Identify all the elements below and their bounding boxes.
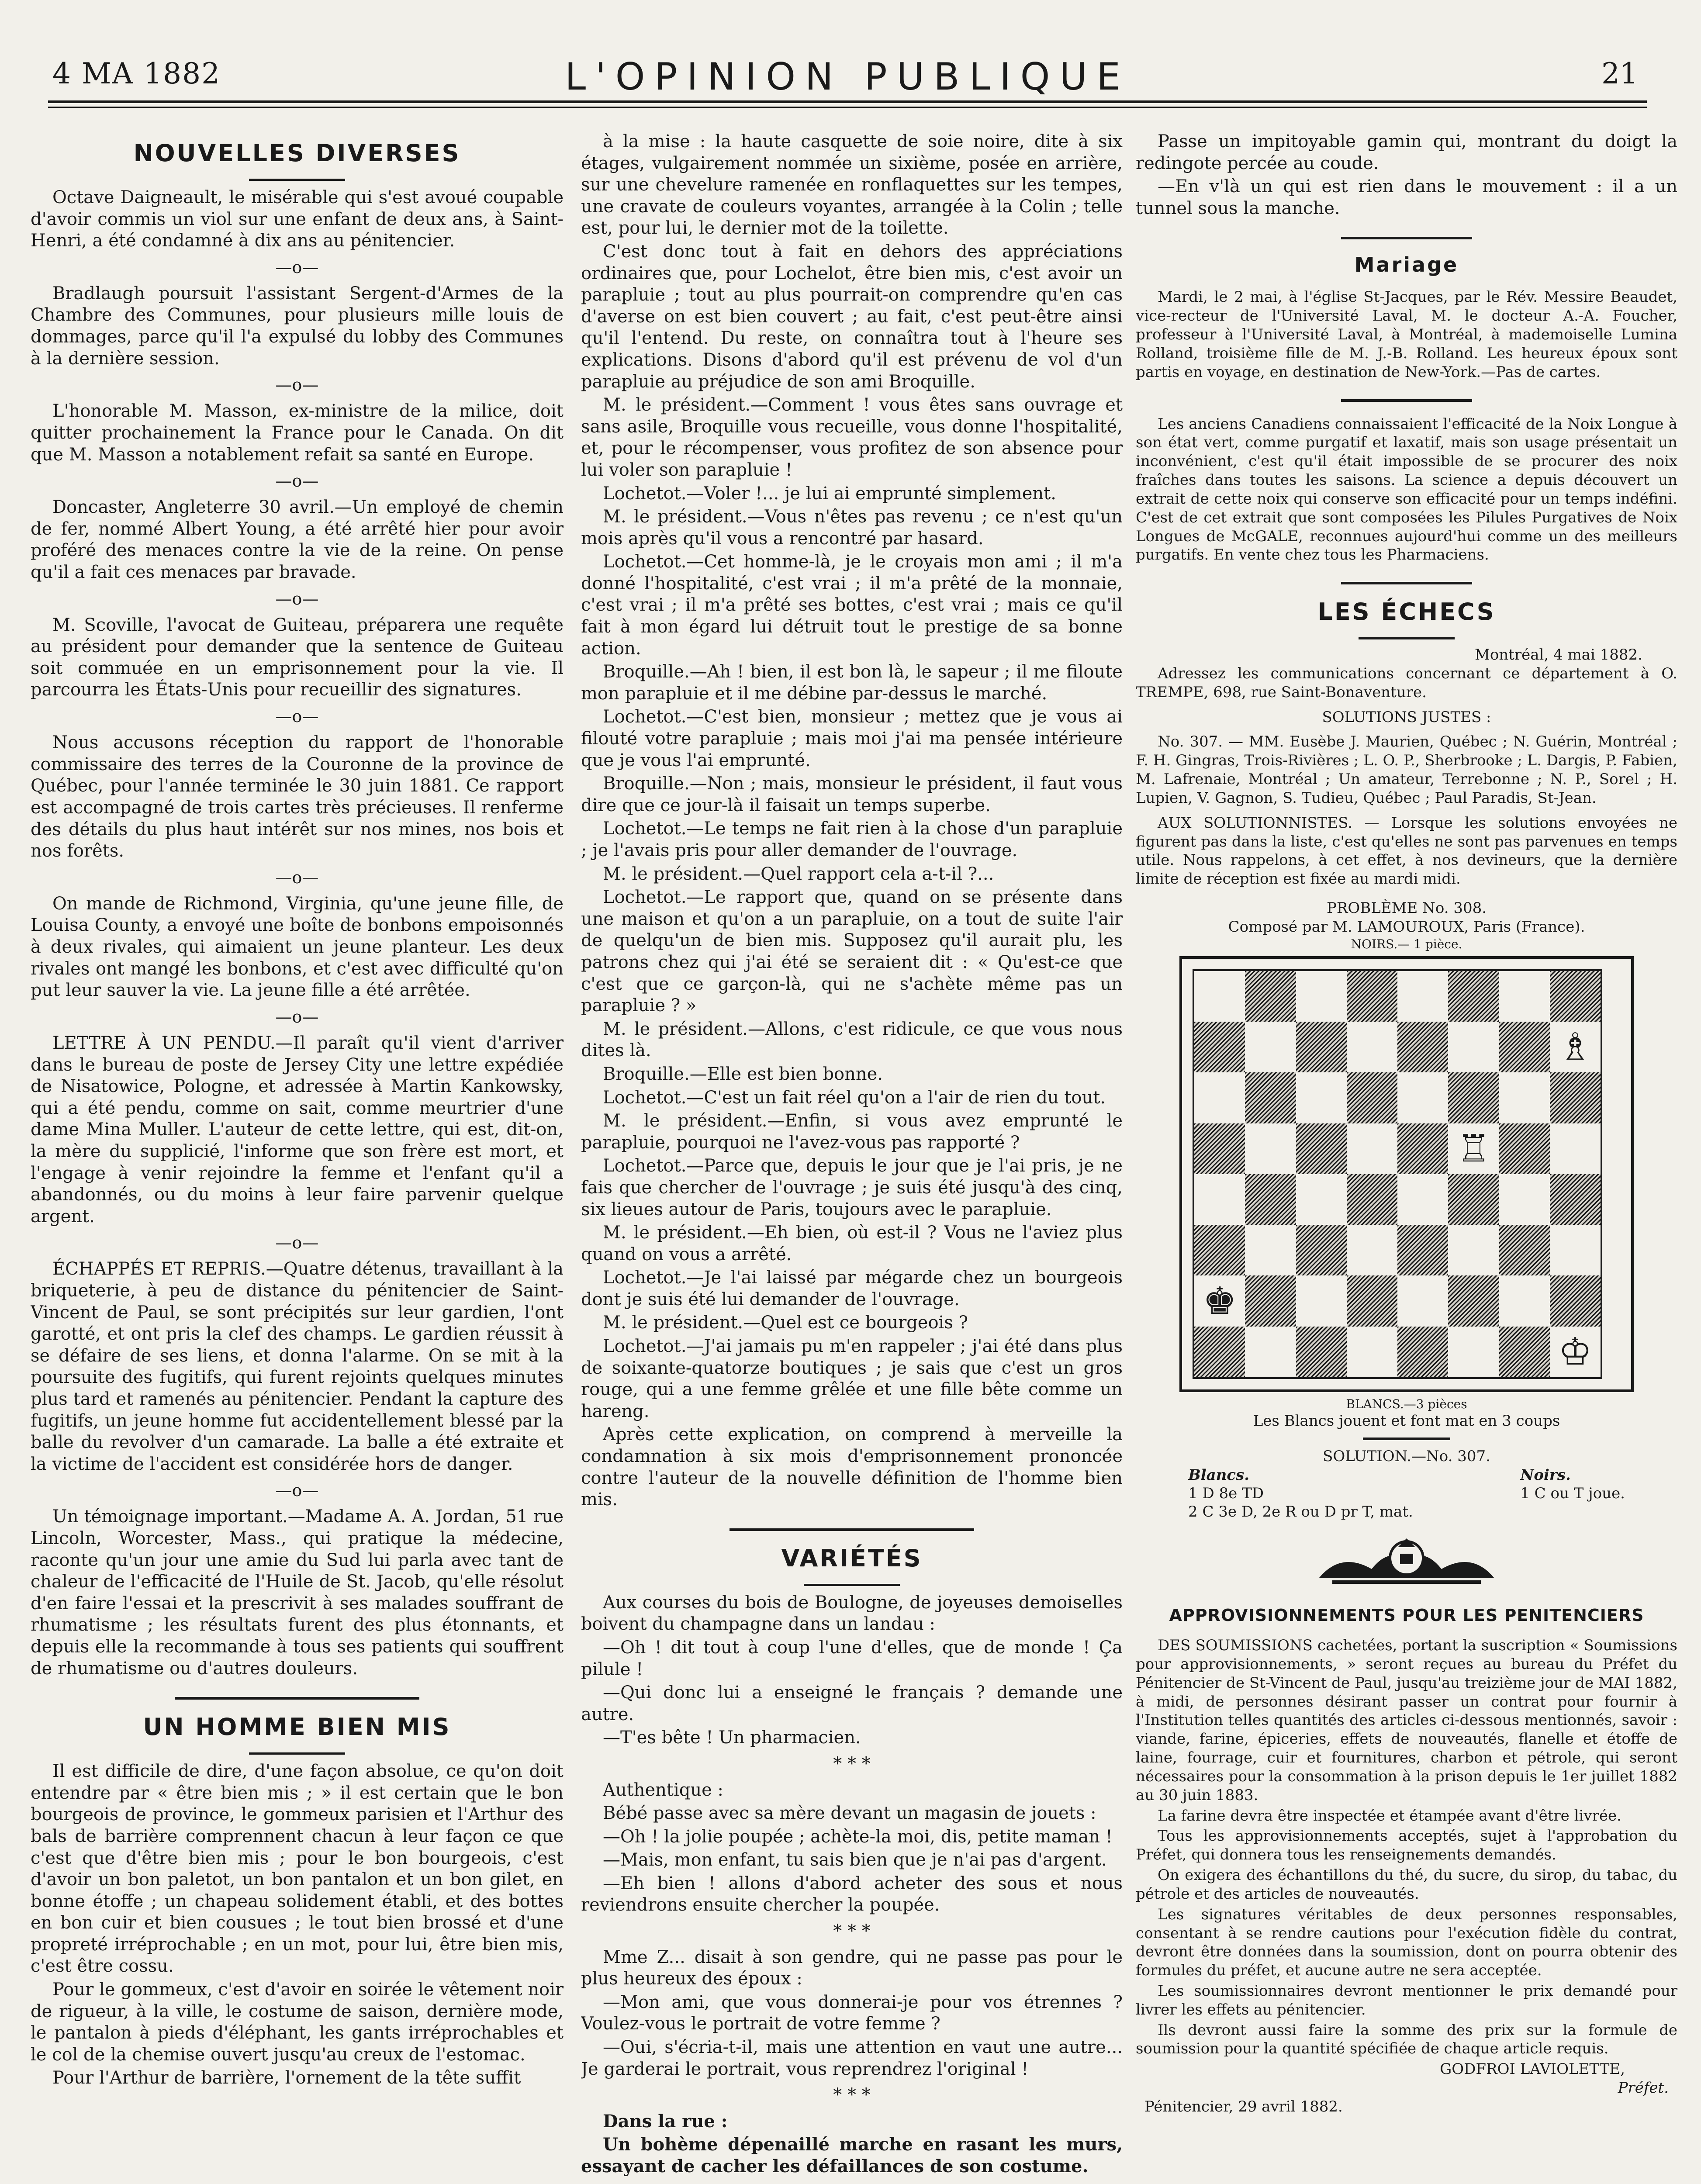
probleme-author: Composé par M. LAMOUROUX, Paris (France). — [1228, 918, 1585, 936]
separator-stars: * * * — [833, 1753, 871, 1774]
chess-square — [1550, 1275, 1601, 1326]
article-paragraph: Il est difficile de dire, d'une façon absolue, ce qu'on doit entendre par « être bien mis ; » il est certain que le bon bourgeois de province, le gommeux parisien et l'Arthur des bals de barrière comprennent chacun à leur façon ce que c'est que d'être bien mis ; pour le bon bourgeois, c'est d'avoir un bon paletot, un bon pantalon et un bon gilet, en bonne étoffe ; un chapeau solidement établi, et des bottes en bon cuir et bien cousues ; le tout bien brossé et d'une propreté irréprochable ; en un mot, pour lui, être bien mis, c'est être cossu. — [31, 1761, 564, 1977]
chess-square — [1245, 1022, 1296, 1072]
chess-square — [1194, 1225, 1245, 1275]
chess-square — [1245, 1275, 1296, 1326]
article-paragraph: M. le président.—Vous n'êtes pas revenu ; ce n'est qu'un mois après qu'il vous a rencontré par hasard. — [581, 507, 1123, 549]
article-paragraph: Lochetot.—Le rapport que, quand on se présente dans une maison et qu'on a un parapluie, on a tout de suite l'air de quelqu'un de bien mis. Supposez qu'il aurait plu, les patrons chez qui j'ai été se seraient dit : « Qu'est-ce que c'est que ce garçon-là, qui ne s'achète même pas un parapluie ? » — [581, 887, 1123, 1016]
chess-square — [1397, 1072, 1448, 1123]
header-rule-thin — [48, 107, 1647, 108]
article-paragraph: M. le président.—Enfin, si vous avez emprunté le parapluie, pourquoi ne l'avez-vous pas rapporté ? — [581, 1111, 1123, 1153]
chess-square — [1347, 1174, 1397, 1225]
varietes-line: Mme Z... disait à son gendre, qui ne passe pas pour le plus heureux des époux : — [581, 1947, 1123, 1989]
chess-square — [1448, 1072, 1499, 1123]
chess-square — [1347, 1275, 1397, 1326]
chess-square — [1397, 1225, 1448, 1275]
chess-square — [1245, 1123, 1296, 1174]
article-paragraph: C'est donc tout à fait en dehors des appréciations ordinaires que, pour Lochelot, être bien mis, c'est avoir un parapluie ; tout au plus pourrait-on comprendre qu'en cas d'averse on est bien couvert ; au fait, c'est peut-être ainsi qu'il l'entend. Du reste, on connaîtra tout à l'heure ses explications. Disons d'abord qu'il est prévenu de vol d'un parapluie au préjudice de son ami Broquille. — [581, 241, 1123, 392]
solution-blancs-header: Blancs. — [1188, 1466, 1250, 1484]
column-right — [1136, 131, 1677, 2184]
separator-stars: * * * — [833, 2085, 871, 2105]
chess-square — [1448, 1327, 1499, 1377]
chess-square — [1194, 1275, 1245, 1326]
chess-square — [1499, 1225, 1550, 1275]
notice-paragraph: Tous les approvisionnements acceptés, sujet à l'approbation du Préfet, qui donnera tous les renseignements demandés. — [1136, 1827, 1677, 1864]
chess-square — [1550, 1327, 1601, 1377]
varietes-line: Authentique : — [603, 1780, 724, 1800]
chess-square — [1296, 1275, 1347, 1326]
news-separator: —o— — [275, 1007, 319, 1026]
notice-paragraph: DES SOUMISSIONS cachetées, portant la suscription « Soumissions pour approvisionnements, » seront reçues au bureau du Préfet du Pénitencier de St-Vincent de Paul, jusqu'au treizième jour de MAI 1882, à midi, de personnes désirant passer un contrat pour fournir à l'Institution telles quantités des articles ci-dessous mentionnés, savoir : viande, farine, épiceries, effets de nouveautés, flanelle et étoffe de laine, fourrage, cuir et fournitures, charbon et pétrole, qui seront nécessaires pour la consommation à la prison depuis le 1er juillet 1882 au 30 juin 1883. — [1136, 1637, 1677, 1804]
chess-square — [1194, 1123, 1245, 1174]
article-paragraph: Après cette explication, on comprend à merveille la condamnation à six mois d'emprisonnement prononcée contre l'auteur de la nouvelle définition de l'homme bien mis. — [581, 1424, 1123, 1510]
chess-square — [1448, 1123, 1499, 1174]
approvisionnements-notice — [1136, 1636, 1677, 2058]
section-divider — [1363, 1438, 1450, 1440]
issue-date: 4 MA 1882 — [52, 57, 221, 90]
article-paragraph: Lochetot.—Parce que, depuis le jour que je l'ai pris, je ne fais que chercher de l'ouvrage ; je suis été jusqu'à des cinq, six lieues autour de Paris, toujours avec le parapluie. — [581, 1156, 1123, 1220]
chess-square — [1448, 1225, 1499, 1275]
page-header — [48, 52, 1647, 109]
chess-square — [1397, 1327, 1448, 1377]
chess-square — [1347, 971, 1397, 1022]
varietes-joke-4-continued — [1136, 131, 1677, 219]
white-rook-icon: ♖ — [1454, 1130, 1493, 1168]
article-paragraph: Pour le gommeux, c'est d'avoir en soirée le vêtement noir de rigueur, à la ville, le costume de saison, dernière mode, le pantalon à pieds d'éléphant, les gants irréprochables et le col de la chemise ouvert jusqu'au creux de l'estomac. — [31, 1980, 564, 2065]
news-item: Nous accusons réception du rapport de l'honorable commissaire des terres de la Couronne de la province de Québec, pour l'année terminée le 30 juin 1881. Ce rapport est accompagné de trois cartes très précieuses. Il renferme des détails du plus haut intérêt sur nos mines, nos bois et nos forêts. — [31, 733, 564, 861]
solution-noirs-move-1: 1 C ou T joue. — [1520, 1485, 1625, 1503]
solution-noirs-column — [1520, 1466, 1625, 1521]
article-homme-bien-mis-continued — [581, 131, 1123, 1511]
signature-title: Préfet. — [1618, 2079, 1669, 2097]
chess-square — [1245, 1072, 1296, 1123]
section-title-echecs: LES ÉCHECS — [1317, 598, 1496, 626]
coat-of-arms-icon — [1315, 1534, 1498, 1591]
varietes-line: —Oh ! la jolie poupée ; achète-la moi, dis, petite maman ! — [603, 1826, 1113, 1847]
varietes-line: —Eh bien ! allons d'abord acheter des sous et nous reviendrons ensuite chercher la poupée. — [581, 1873, 1123, 1915]
section-title-nouvelles: NOUVELLES DIVERSES — [133, 139, 461, 167]
section-title-mariage: Mariage — [1354, 253, 1459, 277]
article-paragraph: Lochetot.—Le temps ne fait rien à la chose d'un parapluie ; je l'avais pris pour aller demander de l'ouvrage. — [581, 819, 1123, 860]
chess-square — [1397, 1123, 1448, 1174]
news-separator: —o— — [275, 867, 319, 887]
varietes-joke-3 — [581, 1947, 1123, 2080]
chess-board — [1179, 956, 1634, 1392]
echecs-address: Adressez les communications concernant ce département à O. TREMPE, 698, rue Saint-Bonaventure. — [1136, 664, 1677, 701]
section-title-homme-bien-mis: UN HOMME BIEN MIS — [143, 1713, 451, 1741]
title-rule — [804, 1584, 900, 1586]
news-list — [31, 187, 564, 1679]
news-separator: —o— — [275, 1233, 319, 1253]
chess-square — [1347, 1225, 1397, 1275]
section-divider — [175, 1697, 419, 1700]
header-rule — [48, 100, 1647, 103]
solution-blancs-column — [1188, 1466, 1413, 1521]
chess-square — [1194, 1072, 1245, 1123]
news-item: LETTRE À UN PENDU.—Il paraît qu'il vient d'arriver dans le bureau de poste de Jersey City une lettre expédiée de Nisatowice, Pologne, et adressée à Martin Kankowsky, qui a été pendu, comme on sait, comme meurtrier d'une dame Mina Muller. L'auteur de cette lettre, qui est, dit-on, la mère du supplicié, l'informe que son frère est mort, et l'engage à venir rejoindre la femme et l'enfant qu'il a abandonnés, ou du moins à leur faire parvenir quelque argent. — [31, 1033, 564, 1227]
section-title-approvisionnements: APPROVISIONNEMENTS POUR LES PENITENCIERS — [1169, 1605, 1644, 1625]
separator-stars: * * * — [833, 1921, 871, 1942]
title-rule — [1359, 637, 1455, 639]
chess-square — [1550, 1174, 1601, 1225]
chess-square — [1296, 1327, 1347, 1377]
chess-square — [1448, 1174, 1499, 1225]
aux-solutionnistes: AUX SOLUTIONNISTES. — Lorsque les solutions envoyées ne figurent pas dans la liste, c'est qu'elles ne sont pas parvenues en temps utile. Nous rappelons, à cet effet, à nos devineurs, que la dernière limite de réception est fixée au mardi midi. — [1136, 814, 1677, 888]
chess-square — [1245, 1327, 1296, 1377]
chess-square — [1499, 1174, 1550, 1225]
signature-name: GODFROI LAVIOLETTE, — [1440, 2060, 1625, 2078]
white-bishop-icon: ♗ — [1556, 1028, 1594, 1066]
news-separator: —o— — [275, 375, 319, 395]
article-paragraph: Lochetot.—Voler !... je lui ai emprunté simplement. — [603, 483, 1056, 504]
chess-square — [1296, 1072, 1347, 1123]
page-number: 21 — [1601, 57, 1638, 90]
varietes-line: Un bohème dépenaillé marche en rasant les murs, essayant de cacher les défaillances de son costume. — [581, 2134, 1123, 2177]
chess-square — [1245, 1225, 1296, 1275]
notice-paragraph: La farine devra être inspectée et étampée avant d'être livrée. — [1158, 1807, 1621, 1825]
notice-paragraph: Les signatures véritables de deux personnes responsables, consentant à se rendre cautions pour l'exécution fidèle du contrat, devront être données dans la soumission, dont on pourra obtenir des formules du préfet, et aucune autre ne sera acceptée. — [1136, 1905, 1677, 1980]
chess-square — [1347, 1123, 1397, 1174]
chess-square — [1499, 971, 1550, 1022]
chess-square — [1347, 1022, 1397, 1072]
varietes-joke-2 — [581, 1780, 1123, 1917]
chess-square — [1448, 971, 1499, 1022]
varietes-line: —Mais, mon enfant, tu sais bien que je n'ai pas d'argent. — [603, 1850, 1107, 1870]
noix-advertisement: Les anciens Canadiens connaissaient l'efficacité de la Noix Longue à son état vert, comme purgatif et laxatif, mais son usage présentait un inconvénient, c'est qu'il était impossible de se procurer des noix fraîches dans toutes les saisons. La science a depuis découvert un extrait de cette noix qui conserve son efficacité pour un temps indéfini. C'est de cet extrait que sont composées les Pilules Purgatives de Noix Longues de McGALE, reconnues aujourd'hui comme un des meilleurs purgatifs. En vente chez tous les Pharmaciens. — [1136, 415, 1677, 564]
section-title-varietes: VARIÉTÉS — [781, 1544, 923, 1572]
mariage-notice: Mardi, le 2 mai, à l'église St-Jacques, par le Rév. Messire Beaudet, vice-recteur de l'Université Laval, M. le docteur A.-A. Foucher, professeur à l'Université Laval, à Montréal, à mademoiselle Lumina Rolland, troisième fille de M. J.-B. Rolland. Les heureux époux sont partis en voyage, en destination de New-York.—Pas de cartes. — [1136, 288, 1677, 381]
chess-square — [1550, 1123, 1601, 1174]
section-divider — [729, 1528, 974, 1531]
news-separator: —o— — [275, 471, 319, 491]
chess-square — [1194, 1174, 1245, 1225]
chess-square — [1499, 1022, 1550, 1072]
royal-arms-ornament — [1136, 1534, 1677, 1597]
chess-square — [1194, 971, 1245, 1022]
chess-square — [1550, 1072, 1601, 1123]
article-paragraph: à la mise : la haute casquette de soie noire, dite à six étages, vulgairement nommée un sixième, posée en arrière, sur une chevelure ramenée en ronflaquettes sur les tempes, une cravate de couleurs voyantes, arrangée à la Colin ; telle est, pour lui, le dernier mot de la toilette. — [581, 131, 1123, 238]
solution-title: SOLUTION.—No. 307. — [1323, 1448, 1490, 1465]
article-paragraph: Lochetot.—J'ai jamais pu m'en rappeler ; j'ai été dans plus de soixante-quatorze boutiques ; je sais que c'est un gros rouge, qui a une femme grêlée et une fille bête comme un hareng. — [581, 1336, 1123, 1421]
column-left — [31, 131, 564, 2184]
notice-place-date: Pénitencier, 29 avril 1882. — [1144, 2098, 1343, 2115]
blancs-label: BLANCS.—3 pièces — [1346, 1396, 1467, 1411]
noirs-label: NOIRS.— 1 pièce. — [1351, 936, 1462, 951]
chess-square — [1194, 1022, 1245, 1072]
chess-square — [1296, 971, 1347, 1022]
article-paragraph: M. le président.—Eh bien, où est-il ? Vous ne l'aviez plus quand on vous a arrêté. — [581, 1223, 1123, 1265]
article-paragraph: M. le président.—Comment ! vous êtes sans ouvrage et sans asile, Broquille vous recueille, vous donne l'hospitalité, et, pour le récompenser, vous profitez de son absence pour lui voler son parapluie ! — [581, 395, 1123, 480]
varietes-line: —En v'là un qui est rien dans le mouvement : il a un tunnel sous la manche. — [1136, 176, 1677, 218]
chess-square — [1296, 1022, 1347, 1072]
chess-square — [1296, 1123, 1347, 1174]
title-rule — [249, 179, 345, 181]
solution-table — [1188, 1466, 1625, 1521]
chess-square — [1397, 1275, 1448, 1326]
varietes-line: Dans la rue : — [603, 2111, 728, 2132]
article-paragraph: Lochetot.—Je l'ai laissé par mégarde chez un bourgeois dont je suis été lui demander de l'ouvrage. — [581, 1268, 1123, 1310]
article-paragraph: Pour l'Arthur de barrière, l'ornement de la tête suffit — [52, 2068, 521, 2088]
column-middle — [581, 131, 1123, 2184]
news-separator: —o— — [275, 257, 319, 277]
news-item: M. Scoville, l'avocat de Guiteau, préparera une requête au président pour demander que la sentence de Guiteau soit commuée en un emprisonnement pour la vie. Il parcourra les États-Unis pour recueillir des signatures. — [31, 615, 564, 700]
varietes-line: Bébé passe avec sa mère devant un magasin de jouets : — [603, 1803, 1096, 1824]
chess-square — [1296, 1174, 1347, 1225]
solutions-list: No. 307. — MM. Eusèbe J. Maurien, Québec ; N. Guérin, Montréal ; F. H. Gingras, Trois-Rivières ; L. O. P., Sherbrooke ; L. Dargis, P. Fabien, M. Lafrenaie, Montréal ; Un amateur, Terrebonne ; N. P., Sorel ; H. Lupien, V. Gagnon, S. Tudieu, Québec ; Paul Paradis, St-Jean. — [1136, 733, 1677, 807]
article-paragraph: M. le président.—Allons, c'est ridicule, ce que vous nous dites là. — [581, 1019, 1123, 1061]
newspaper-title: L'OPINION PUBLIQUE — [565, 55, 1130, 99]
black-king-icon: ♚ — [1200, 1282, 1239, 1320]
chess-square — [1245, 1174, 1296, 1225]
notice-paragraph: Les soumissionnaires devront mentionner le prix demandé pour livrer les effets au pénitencier. — [1136, 1982, 1677, 2018]
varietes-joke-4 — [581, 2111, 1123, 2177]
varietes-line: Passe un impitoyable gamin qui, montrant du doigt la redingote percée au coude. — [1136, 131, 1677, 173]
chess-square — [1347, 1327, 1397, 1377]
notice-paragraph: Ils devront aussi faire la somme des prix sur la formule de soumission pour la quantité spécifiée de chaque article requis. — [1136, 2021, 1677, 2058]
chess-square — [1448, 1275, 1499, 1326]
solution-noirs-header: Noirs. — [1520, 1466, 1571, 1484]
varietes-line: —Qui donc lui a enseigné le français ? demande une autre. — [581, 1683, 1123, 1724]
section-divider — [1341, 582, 1472, 584]
article-paragraph: Broquille.—Elle est bien bonne. — [603, 1064, 883, 1084]
chess-square — [1550, 1022, 1601, 1072]
section-divider — [1341, 237, 1472, 239]
chess-board-grid — [1193, 969, 1602, 1379]
chess-square — [1245, 971, 1296, 1022]
chess-square — [1397, 971, 1448, 1022]
section-divider — [1341, 399, 1472, 402]
chess-square — [1499, 1072, 1550, 1123]
notice-paragraph: On exigera des échantillons du thé, du sucre, du sirop, du tabac, du pétrole et des articles de nouveautés. — [1136, 1866, 1677, 1903]
chess-square — [1296, 1225, 1347, 1275]
echecs-date: Montréal, 4 mai 1882. — [1475, 646, 1642, 664]
article-homme-bien-mis — [31, 1761, 564, 2089]
article-paragraph: Lochetot.—C'est bien, monsieur ; mettez que je vous ai filouté votre parapluie ; mais moi j'ai ma pensée intérieure que je vous l'ai emprunté. — [581, 707, 1123, 771]
white-king-icon: ♔ — [1556, 1333, 1594, 1371]
chess-square — [1448, 1022, 1499, 1072]
varietes-line: —T'es bête ! Un pharmacien. — [603, 1728, 861, 1748]
varietes-line: —Oui, s'écria-t-il, mais une attention en vaut une autre... Je garderai le portrait, vous reprendrez l'original ! — [581, 2037, 1123, 2079]
news-separator: —o— — [275, 707, 319, 726]
chess-square — [1194, 1327, 1245, 1377]
news-item: On mande de Richmond, Virginia, qu'une jeune fille, de Louisa County, a envoyé une boîte de bonbons empoisonnés à deux rivales, qui aimaient un jeune planteur. Les deux rivales ont mangé les bonbons, et c'est avec difficulté qu'on put leur sauver la vie. La jeune fille a été arrêtée. — [31, 893, 564, 1001]
varietes-line: —Mon ami, que vous donnerai-je pour vos étrennes ? Voulez-vous le portrait de votre femme ? — [581, 1992, 1123, 2034]
news-item: Octave Daigneault, le misérable qui s'est avoué coupable d'avoir commis un viol sur une enfant de deux ans, à Saint-Henri, a été condamné à dix ans au pénitencier. — [31, 187, 564, 251]
article-paragraph: Lochetot.—Cet homme-là, je le croyais mon ami ; il m'a donné l'hospitalité, c'est vrai ; il m'a prêté de la monnaie, c'est vrai ; il m'a prêté ses bottes, c'est vrai ; mais ce qu'il fait à mon égard lui détruit tout le prestige de sa bonne action. — [581, 552, 1123, 659]
title-rule — [249, 1752, 345, 1755]
chess-square — [1347, 1072, 1397, 1123]
news-item: ÉCHAPPÉS ET REPRIS.—Quatre détenus, travaillant à la briqueterie, à peu de distance du pénitencier de Saint-Vincent de Paul, se sont précipités sur leur gardien, l'ont garotté, et ont pris la clef des champs. Le gardien réussit à se défaire de ses liens, et donna l'alarme. On se mit à la poursuite des fugitifs, qui furent rejoints quelques minutes plus tard et ramenés au pénitencier. Pendant la capture des fugitifs, un jeune homme fut accidentellement blessé par la balle du revolver d'un camarade. La balle a été extraite et la victime de l'accident est considérée hors de danger. — [31, 1259, 564, 1474]
article-paragraph: M. le président.—Quel est ce bourgeois ? — [603, 1313, 968, 1333]
article-paragraph: Broquille.—Ah ! bien, il est bon là, le sapeur ; il me filoute mon parapluie et il me débine par-dessus le marché. — [581, 662, 1123, 704]
news-separator: —o— — [275, 1481, 319, 1500]
solutions-title: SOLUTIONS JUSTES : — [1322, 708, 1491, 726]
news-separator: —o— — [275, 589, 319, 608]
news-item: Un témoignage important.—Madame A. A. Jordan, 51 rue Lincoln, Worcester, Mass., qui pratique la médecine, raconte qu'un jour une amie du Sud lui parla avec tant de chaleur de l'efficacité de l'Huile de St. Jacob, qu'elle résolut d'en faire l'essai et la prescrivit à ses malades souffrant de rhumatisme ; les résultats furent des plus étonnants, et depuis elle la recommande à tous ses patients qui souffrent de rhumatisme ou d'autres douleurs. — [31, 1507, 564, 1679]
chess-square — [1499, 1123, 1550, 1174]
varietes-line: —Oh ! dit tout à coup l'une d'elles, que de monde ! Ça pilule ! — [581, 1637, 1123, 1679]
news-item: Doncaster, Angleterre 30 avril.—Un employé de chemin de fer, nommé Albert Young, a été arrêté hier pour avoir proféré des menaces contre la vie de la reine. On pense qu'il a fait ces menaces par bravade. — [31, 497, 564, 582]
varietes-joke-1 — [581, 1592, 1123, 1749]
article-paragraph: Lochetot.—C'est un fait réel qu'on a l'air de rien du tout. — [603, 1087, 1106, 1108]
news-item: L'honorable M. Masson, ex-ministre de la milice, doit quitter prochainement la France pour le Canada. On dit que M. Masson a notablement refait sa santé en Europe. — [31, 401, 564, 465]
solution-blancs-move-2: 2 C 3e D, 2e R ou D pr T, mat. — [1188, 1503, 1413, 1521]
article-paragraph: M. le président.—Quel rapport cela a-t-il ?... — [603, 864, 994, 884]
chess-square — [1499, 1327, 1550, 1377]
news-item: Bradlaugh poursuit l'assistant Sergent-d'Armes de la Chambre des Communes, pour plusieurs mille louis de dommages, parce qu'il l'a expulsé du lobby des Communes à la dernière session. — [31, 283, 564, 369]
chess-square — [1397, 1174, 1448, 1225]
probleme-title: PROBLÈME No. 308. — [1326, 899, 1487, 917]
chess-square — [1550, 971, 1601, 1022]
probleme-instruction: Les Blancs jouent et font mat en 3 coups — [1253, 1412, 1560, 1430]
solution-blancs-move-1: 1 D 8e TD — [1188, 1485, 1264, 1503]
chess-square — [1550, 1225, 1601, 1275]
chess-square — [1397, 1022, 1448, 1072]
chess-square — [1499, 1275, 1550, 1326]
varietes-line: Aux courses du bois de Boulogne, de joyeuses demoiselles boivent du champagne dans un landau : — [581, 1592, 1123, 1635]
article-paragraph: Broquille.—Non ; mais, monsieur le président, il faut vous dire que ce jour-là il faisait un temps superbe. — [581, 774, 1123, 816]
